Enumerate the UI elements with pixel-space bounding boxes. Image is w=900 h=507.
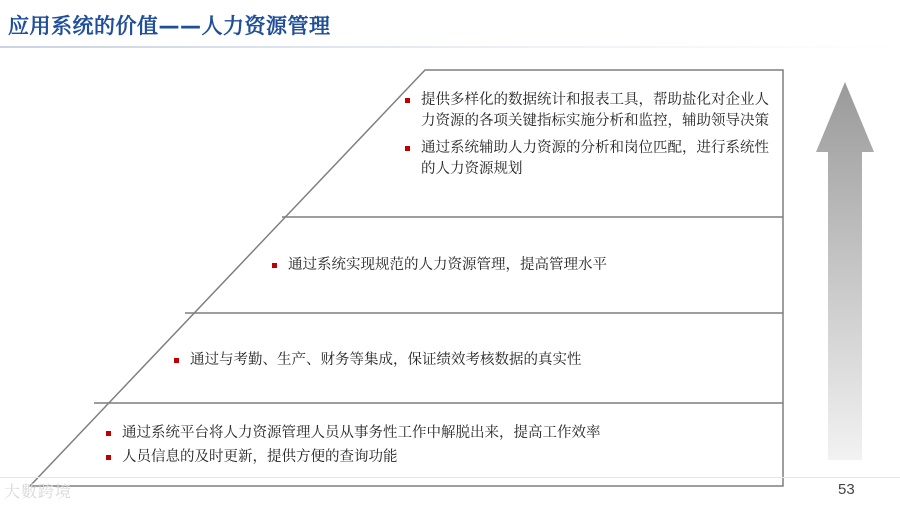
tier-2-bullet: 通过系统实现规范的人力资源管理，提高管理水平 [270, 255, 770, 276]
footer-divider [0, 477, 900, 478]
tier-1-bullet: 通过系统辅助人力资源的分析和岗位匹配，进行系统性的人力资源规划 [403, 138, 781, 180]
up-arrow-icon [816, 82, 874, 460]
pyramid-tier-2 [270, 255, 770, 282]
page-title: 应用系统的价值——人力资源管理 [8, 14, 331, 38]
pyramid-tier-4 [104, 423, 774, 474]
tier-1-bullet: 提供多样化的数据统计和报表工具，帮助盐化对企业人力资源的各项关键指标实施分析和监控，辅助领导决策 [403, 90, 781, 132]
tier-4-bullet: 人员信息的及时更新，提供方便的查询功能 [104, 447, 774, 468]
page-number: 53 [838, 481, 855, 498]
pyramid-tier-1 [403, 90, 781, 186]
tier-3-bullet: 通过与考勤、生产、财务等集成，保证绩效考核数据的真实性 [172, 350, 772, 371]
watermark: 大數跨境 [4, 482, 73, 501]
tier-4-bullet: 通过系统平台将人力资源管理人员从事务性工作中解脱出来，提高工作效率 [104, 423, 774, 444]
pyramid-tier-3 [172, 350, 772, 377]
